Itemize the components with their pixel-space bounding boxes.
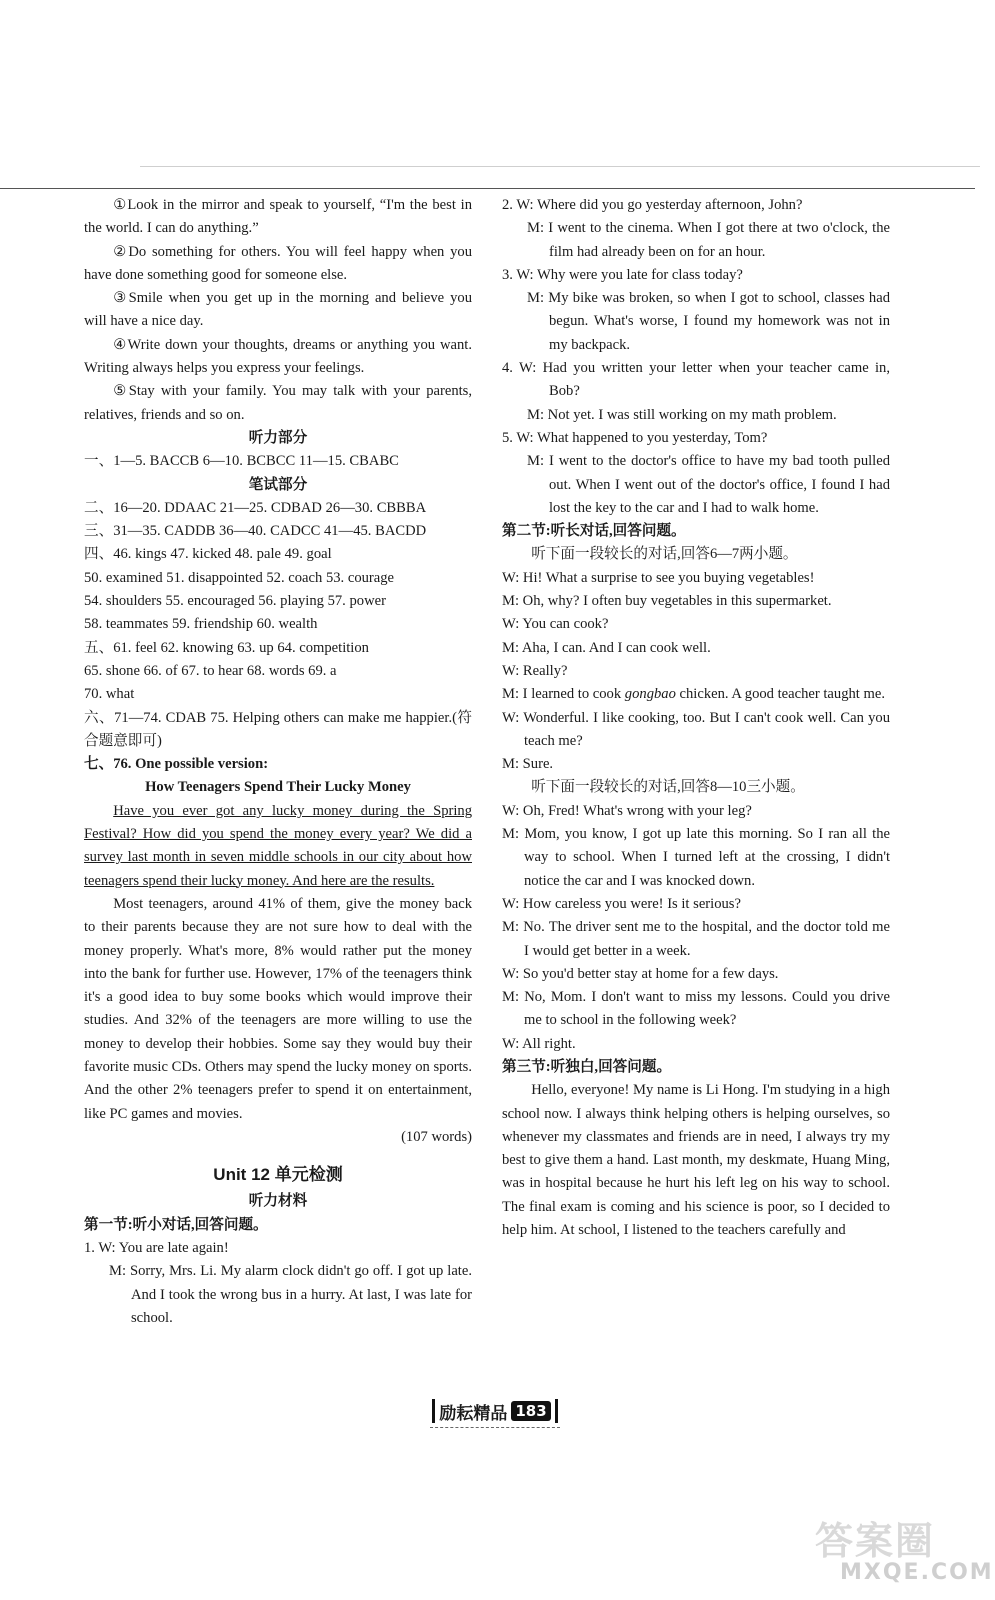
header-rule — [0, 188, 975, 189]
section1-heading: 第一节:听小对话,回答问题。 — [84, 1216, 268, 1233]
footer-dashed-rule — [430, 1427, 560, 1428]
answer-row: 六、71—74. CDAB 75. Helping others can make me happier.(符合题意即可) — [84, 709, 472, 749]
answer-row: 58. teammates 59. friendship 60. wealth — [84, 616, 318, 633]
answer-row: 54. shoulders 55. encouraged 56. playing 57. power — [84, 593, 386, 610]
dialog-5-w: 5. W: What happened to you yesterday, Tom? — [502, 429, 768, 446]
long2-line: W: So you'd better stay at home for a few days. — [502, 965, 779, 982]
long1-line: W: You can cook? — [502, 616, 609, 633]
page-footer — [420, 1395, 570, 1427]
right-column — [502, 194, 890, 1242]
q76-label: 七、76. One possible version: — [84, 756, 269, 773]
answer-row: 70. what — [84, 686, 135, 703]
footer-brand: 励耘精品 — [439, 1403, 508, 1424]
long1-line: M: Sure. — [502, 756, 554, 773]
tip-5: ⑤Stay with your family. You may talk with your parents, relatives, friends and so on. — [84, 383, 472, 423]
listening-heading: 听力部分 — [248, 429, 308, 446]
footer-bar-left — [432, 1399, 435, 1423]
gongbao-post: chicken. A good teacher taught me. — [675, 686, 885, 703]
tip-2: ②Do something for others. You will feel happy when you have done something good for someone else. — [84, 243, 472, 283]
gongbao-word: gongbao — [624, 686, 676, 703]
listening-answers: 一、1—5. BACCB 6—10. BCBCC 11—15. CBABC — [84, 453, 399, 470]
dialog-2-w: 2. W: Where did you go yesterday afternoon, John? — [502, 197, 803, 213]
dialog-3-m: M: My bike was broken, so when I got to school, classes had begun. What's worse, I found my homework was not in my backpack. — [527, 290, 890, 353]
long1-line: W: Really? — [502, 662, 568, 679]
unit-title: Unit 12 单元检测 — [213, 1165, 343, 1185]
tip-3: ③Smile when you get up in the morning and believe you will have a nice day. — [84, 290, 472, 330]
essay-body: Most teenagers, around 41% of them, give the money back to their parents because they are not sure how to deal with the money properly. What's more, 8% would rather put the money into the bank for further use. However, 17% of the teenagers think it's a good idea to buy some books which would improve their studies. And 32% of the teenagers are more willing to use the money to develop their hobbies. Some say they would buy their favorite music CDs. Others may spend the lucky money on sports. And the other 2% teenagers prefer to spend it on entertainment, like PC games and movies. — [84, 895, 472, 1122]
answer-row: 三、31—35. CADDB 36—40. CADCC 41—45. BACDD — [84, 523, 427, 540]
written-heading: 笔试部分 — [248, 476, 308, 493]
header-faint-rule — [140, 166, 980, 167]
dialog-5-m: M: I went to the doctor's office to have my bad tooth pulled out. When I went out of the doctor's office, I found I had lost the key to the car and I had to walk home. — [527, 453, 890, 516]
long1-line: M: Aha, I can. And I can cook well. — [502, 639, 711, 656]
watermark-url: MXQE.COM — [840, 1560, 994, 1585]
essay-intro: Have you ever got any lucky money during the Spring Festival? How did you spend the money every year? We did a survey last month in seven middle schools in our city about how teenagers spend their lucky money. And here are the results. — [84, 802, 472, 889]
long2-line: W: Oh, Fred! What's wrong with your leg? — [502, 802, 752, 819]
section3-heading: 第三节:听独白,回答问题。 — [502, 1058, 672, 1075]
gongbao-pre: M: I learned to cook — [502, 686, 625, 703]
dialog-2-m: M: I went to the cinema. When I got there at two o'clock, the film had already been on for an hour. — [527, 220, 890, 260]
long2-line: W: All right. — [502, 1035, 576, 1052]
dialog-3-w: 3. W: Why were you late for class today? — [502, 266, 743, 283]
tip-1: ①Look in the mirror and speak to yourself, “I'm the best in the world. I can do anything.” — [84, 197, 472, 237]
long1-intro: 听下面一段较长的对话,回答6—7两小题。 — [531, 546, 798, 563]
page-number: 183 — [511, 1401, 550, 1421]
long2-line: W: How careless you were! Is it serious? — [502, 895, 741, 912]
footer-bar-right — [555, 1399, 558, 1423]
long2-line: M: No. The driver sent me to the hospital, and the doctor told me I would get better in a week. — [502, 919, 890, 959]
long1-line: W: Wonderful. I like cooking, too. But I can't cook well. Can you teach me? — [502, 709, 890, 749]
answer-row: 二、16—20. DDAAC 21—25. CDBAD 26—30. CBBBA — [84, 499, 427, 516]
long2-intro: 听下面一段较长的对话,回答8—10三小题。 — [531, 779, 805, 796]
answer-row: 四、46. kings 47. kicked 48. pale 49. goal — [84, 546, 332, 563]
materials-heading: 听力材料 — [248, 1193, 308, 1210]
long1-line-gongbao — [502, 683, 890, 706]
section2-heading: 第二节:听长对话,回答问题。 — [502, 523, 686, 540]
tip-4: ④Write down your thoughts, dreams or anything you want. Writing always helps you express your feelings. — [84, 336, 472, 377]
dialog-4-m: M: Not yet. I was still working on my math problem. — [527, 406, 837, 423]
monologue: Hello, everyone! My name is Li Hong. I'm studying in a high school now. I always think helping others is helping ourselves, so whenever my classmates and friends are in need, I always try my best to give them a hand. Last month, my deskmate, Huang Ming, was in hospital because he hurt his left leg on his way to school. The final exam is coming and his science is poor, so I decided to help him. At school, I listened to the teachers carefully and — [502, 1082, 890, 1239]
dialog-4-w: 4. W: Had you written your letter when your teacher came in, Bob? — [502, 360, 890, 400]
long1-line: M: Oh, why? I often buy vegetables in this supermarket. — [502, 593, 832, 610]
left-column — [84, 194, 472, 1330]
word-count: (107 words) — [401, 1128, 472, 1145]
essay-title: How Teenagers Spend Their Lucky Money — [145, 779, 411, 796]
long1-line: W: Hi! What a surprise to see you buying vegetables! — [502, 569, 815, 586]
dialog-1-m: M: Sorry, Mrs. Li. My alarm clock didn't go off. I got up late. And I took the wrong bus in a hurry. At last, I was late for school. — [109, 1263, 472, 1326]
answer-row: 65. shone 66. of 67. to hear 68. words 69. a — [84, 662, 337, 679]
answer-row: 五、61. feel 62. knowing 63. up 64. competition — [84, 639, 369, 656]
answer-row: 50. examined 51. disappointed 52. coach 53. courage — [84, 569, 395, 586]
dialog-1-w: 1. W: You are late again! — [84, 1240, 229, 1257]
watermark-logo: 答案圈 — [815, 1519, 936, 1563]
long2-line: M: No, Mom. I don't want to miss my lessons. Could you drive me to school in the following week? — [502, 989, 890, 1029]
long2-line: M: Mom, you know, I got up late this morning. So I ran all the way to school. When I turned left at the crossing, I didn't notice the car and I was knocked down. — [502, 826, 890, 889]
